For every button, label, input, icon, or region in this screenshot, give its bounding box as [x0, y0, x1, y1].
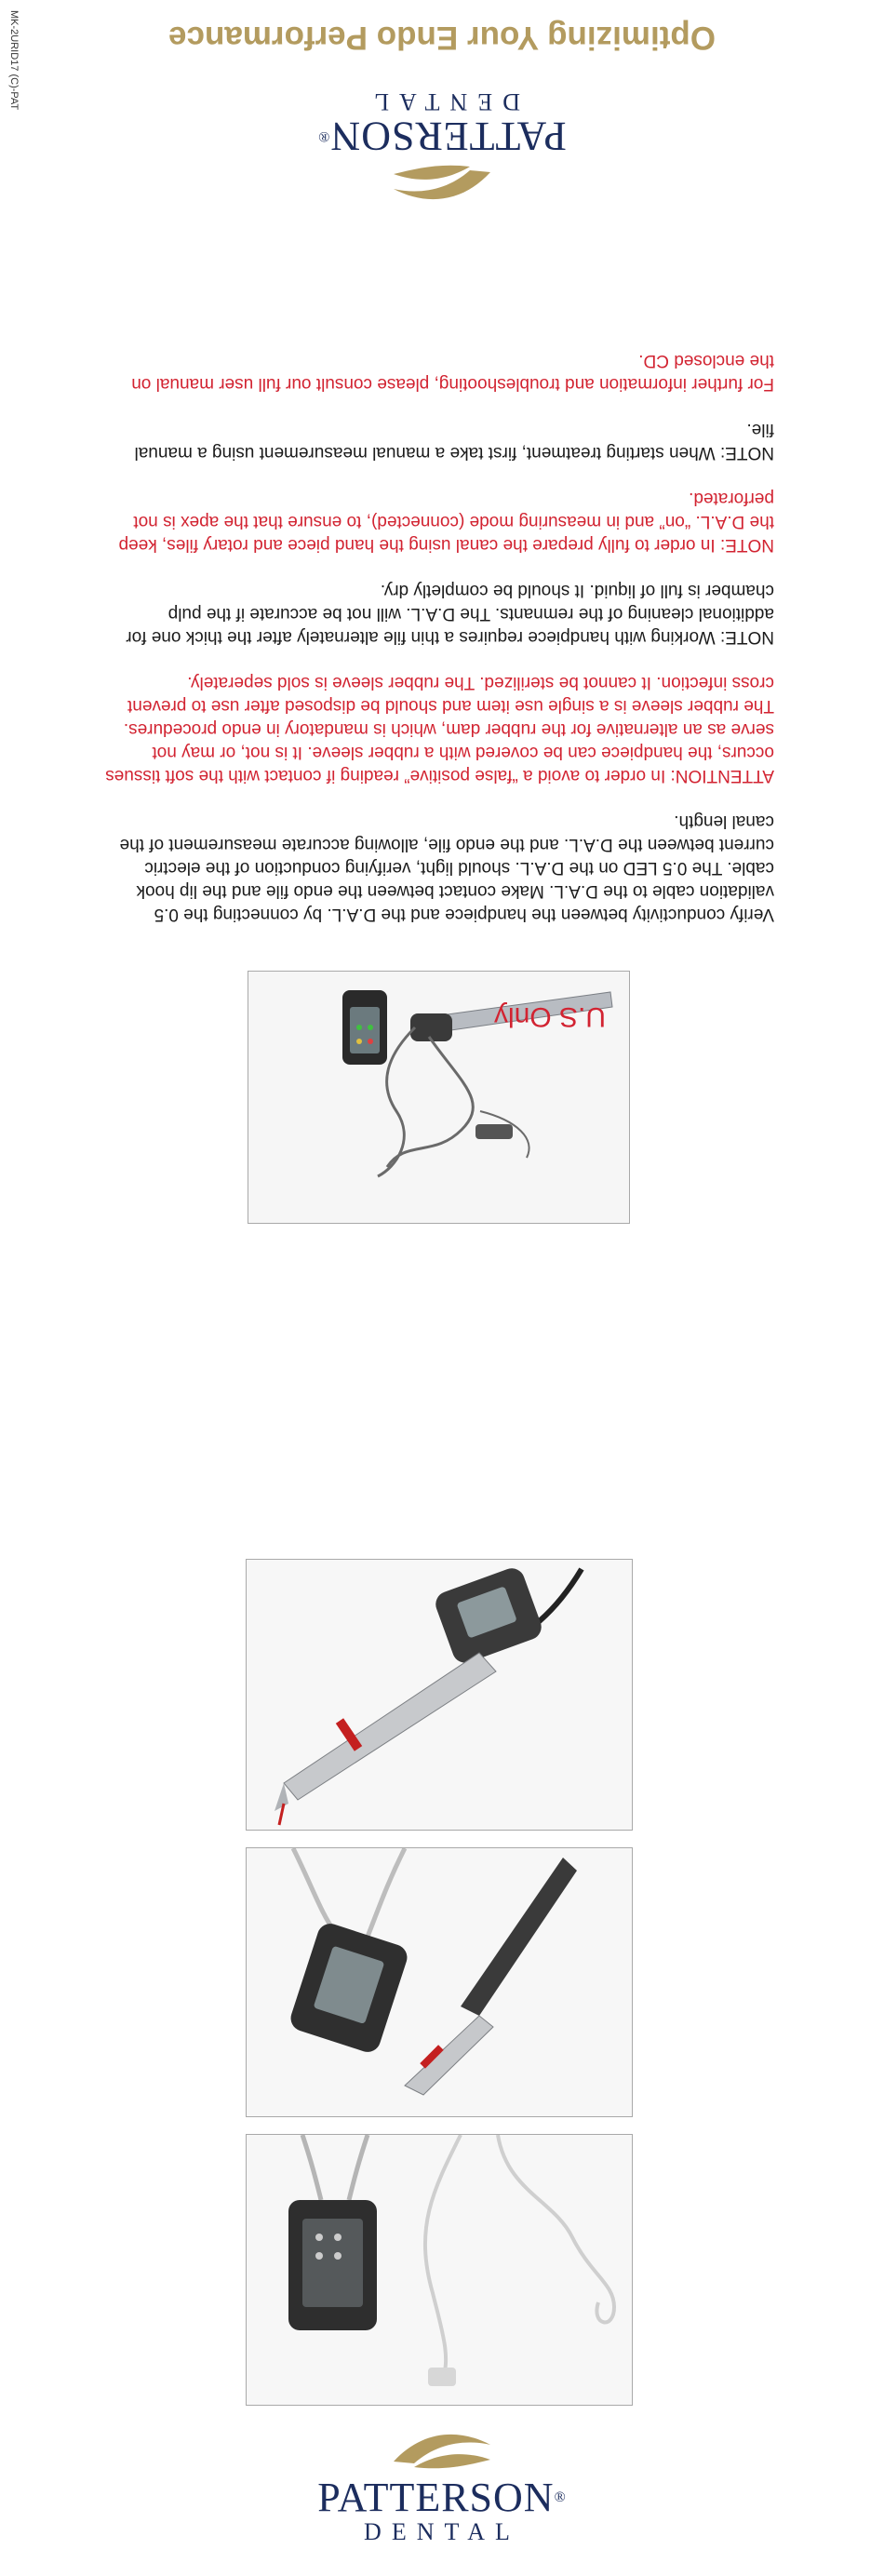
- logo-subtitle: DENTAL: [364, 88, 520, 115]
- note-thin-file: NOTE: Working with handpiece requires a thin file alternately after the thick one for additional cleaning of the remnants. The D.A.L. will not be accurate if the pulp chamber is full of liquid. It should be completly dry.: [126, 581, 774, 647]
- note-canal-preparation: NOTE: In order to fully prepare the canal using the hand piece and rotary files, keep the D.A.L. “on” and in measuring mode (connected), to ensure that the apex is not perforated.: [118, 489, 774, 555]
- inverted-panel: [0, 0, 884, 1238]
- intro-paragraph: Verify conductivity between the handpiece and the D.A.L. by connecting the 0.5 validation cable to the D.A.L. Make contact between the endo file and the lip hook cable. The 0.5 LED on the D.A.L. should light, verifying conduction of the electric current between the D.A.L. and the endo file, allowing accurate measurement of the canal length.: [119, 812, 774, 924]
- cables-and-dal-photo: [246, 2134, 633, 2406]
- patterson-logo-top: [302, 87, 582, 209]
- instruction-text: [104, 327, 774, 926]
- handpiece-with-dal-photo: [246, 1559, 633, 1831]
- note-manual-measurement: NOTE: When starting treatment, first take a manual measurement using a manual file.: [134, 420, 774, 463]
- further-info-paragraph: For further information and troubleshooting, please consult our full user manual on the enclosed CD.: [131, 351, 774, 394]
- dal-unit-illustration: [247, 1848, 632, 2116]
- tagline: Optimizing Your Endo Performance: [168, 20, 716, 56]
- footer-logo-subtitle: DENTAL: [364, 2518, 520, 2545]
- swoosh-logo-icon: [386, 2424, 498, 2473]
- us-only-label: U.S Only: [493, 1001, 606, 1032]
- dal-handpiece-photo: [248, 971, 630, 1224]
- patterson-logo-bottom: [302, 2424, 582, 2546]
- footer-logo-wordmark: PATTERSON®: [317, 2475, 567, 2520]
- swoosh-logo-icon: [386, 161, 498, 209]
- cables-illustration: [247, 2135, 632, 2405]
- document-code: MK-2URID17 (C)-PAT: [8, 10, 20, 111]
- handpiece-illustration: [247, 1560, 632, 1830]
- logo-wordmark: PATTERSON®: [317, 114, 567, 159]
- attention-paragraph: ATTENTION: In order to avoid a “false positive” reading if contact with the soft tissues occurs, the handpiece can be covered with a rubber sleeve. It is not, or may not serve as an alternative for the rubber dam, which is mandatory in endo procedures. The rubber sleeve is a single use item and should be disposed after use to prevent cross infection. It cannot be sterilized. The rubber sleeve is sold seperately.: [105, 673, 774, 785]
- dal-and-handpiece-photo: [246, 1847, 633, 2117]
